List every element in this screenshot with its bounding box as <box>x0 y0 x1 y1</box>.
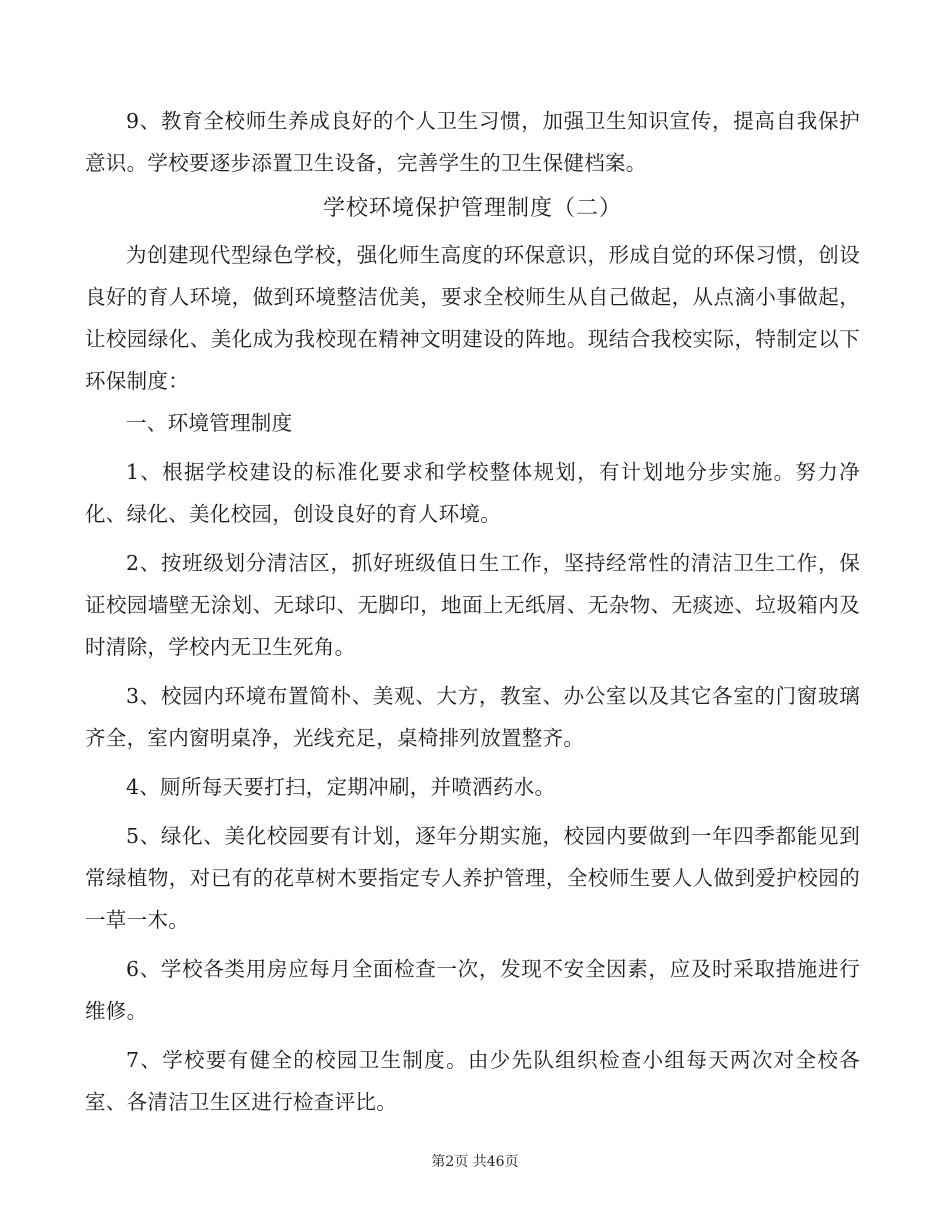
list-item: 2、按班级划分清洁区，抓好班级值日生工作，坚持经常性的清洁卫生工作，保证校园墙壁无涂划、无球印、无脚印，地面上无纸屑、无杂物、无痰迹、垃圾箱内及时清除，学校内无卫生死角。 <box>85 551 860 659</box>
list-item: 6、学校各类用房应每月全面检查一次，发现不安全因素，应及时采取措施进行维修。 <box>85 957 860 1023</box>
list-item: 7、学校要有健全的校园卫生制度。由少先队组织检查小组每天两次对全校各室、各清洁卫生区进行检查评比。 <box>85 1048 860 1114</box>
list-item: 1、根据学校建设的标准化要求和学校整体规划，有计划地分步实施。努力净化、绿化、美化校园，创设良好的育人环境。 <box>85 460 860 526</box>
document-body <box>85 100 860 1130</box>
list-item: 3、校园内环境布置简朴、美观、大方，教室、办公室以及其它各室的门窗玻璃齐全，室内窗明桌净，光线充足，桌椅排列放置整齐。 <box>85 684 860 750</box>
list-item: 4、厕所每天要打扫，定期冲刷，并喷洒药水。 <box>126 775 556 799</box>
list-item: 5、绿化、美化校园要有计划，逐年分期实施，校园内要做到一年四季都能见到常绿植物，对已有的花草树木要指定专人养护管理，全校师生要人人做到爱护校园的一草一木。 <box>85 824 860 932</box>
section-title: 学校环境保护管理制度（二） <box>322 196 622 221</box>
intro-paragraph: 为创建现代型绿色学校，强化师生高度的环保意识，形成自觉的环保习惯，创设良好的育人环境，做到环境整洁优美，要求全校师生从自己做起，从点滴小事做起，让校园绿化、美化成为我校现在精神文明建设的阵地。现结合我校实际，特制定以下环保制度： <box>85 243 860 393</box>
page-number: 第2页 共46页 <box>431 1154 519 1170</box>
section-heading: 一、环境管理制度 <box>126 411 293 435</box>
lead-paragraph: 9、教育全校师生养成良好的个人卫生习惯，加强卫生知识宣传，提高自我保护意识。学校要逐步添置卫生设备，完善学生的卫生保健档案。 <box>85 109 860 175</box>
